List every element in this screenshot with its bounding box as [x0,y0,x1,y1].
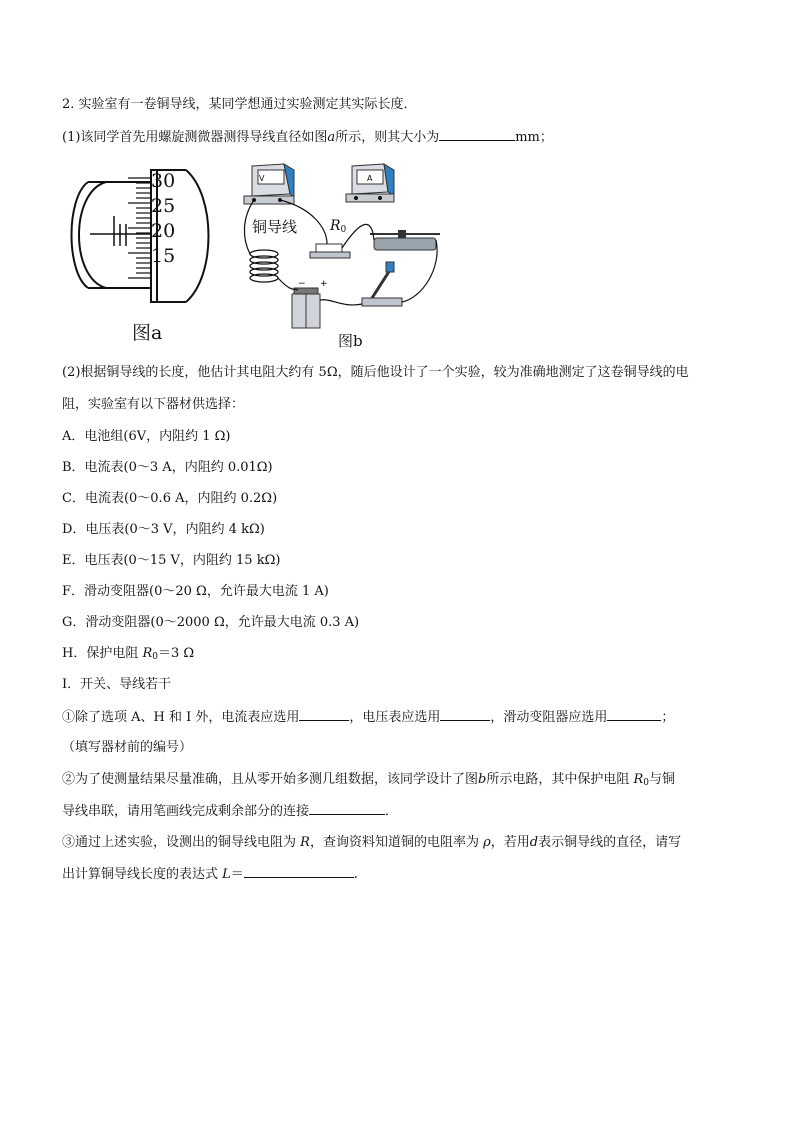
part1-pre: (1)该同学首先用螺旋测微器测得导线直径如图 [62,130,328,145]
option-a: A．电池组(6V，内阻约 1 Ω) [62,429,231,444]
part2-line1: (2)根据铜导线的长度，他估计其电阻大约有 5Ω，随后他设计了一个实验，较为准确地测定了这卷铜导线的电 [62,365,689,380]
voltmeter-label: V [259,174,265,183]
part2-line2: 阻，实验室有以下器材供选择： [62,397,245,412]
switch-icon [362,262,402,306]
part1-line [62,128,553,147]
answer-blank-rheostat[interactable] [607,708,661,721]
battery-icon [292,288,320,328]
figure-a [66,168,216,344]
answer-blank-connection[interactable] [309,802,385,815]
answer-blank-expression[interactable] [244,865,354,878]
ammeter-icon [346,164,394,202]
sub2-line1: ②为了使测量结果尽量准确，且从零开始多测几组数据，该同学设计了图b所示电路，其中保护电阻 $R_0$与铜 [62,772,676,788]
answer-blank-voltmeter[interactable] [440,708,490,721]
option-g: G．滑动变阻器(0～2000 Ω，允许最大电流 0.3 A) [62,615,360,630]
answer-blank-ammeter[interactable] [299,708,349,721]
wire-label: 铜导线 [252,218,298,236]
scale-20: 20 [151,220,176,242]
figure-b-caption: 图b [338,332,363,350]
scale-15: 15 [151,245,176,267]
circuit-diagram [232,158,452,353]
figure-b [232,158,452,353]
option-f: F．滑动变阻器(0～20 Ω，允许最大电流 1 A) [62,584,329,599]
coil-icon [250,250,278,282]
option-h: H．保护电阻 $R_0=3$ Ω [62,646,195,662]
question-intro [62,96,417,114]
option-c: C．电流表(0～0.6 A，内阻约 0.2Ω) [62,491,278,506]
sub1-note: （填写器材前的编号） [62,740,193,755]
option-i: I．开关、导线若干 [62,677,172,692]
sub3-line2: 出计算铜导线长度的表达式 L＝ . [62,867,358,882]
ammeter-label: A [367,174,373,183]
sub1-line: ①除了选项 A、H 和 I 外，电流表应选用 ，电压表应选用 ，滑动变阻器应选用 ； [62,710,675,725]
rheostat-icon [370,230,440,250]
part1-mid: 所示，则其大小为 [335,130,440,145]
part1-fig-ref: a [327,130,336,145]
scale-30: 30 [151,170,176,192]
option-d: D．电压表(0～3 V，内阻约 4 kΩ) [62,522,265,537]
sub2-line2: 导线串联，请用笔画线完成剩余部分的连接 ． [62,804,399,819]
svg-text:−: − [298,279,306,289]
answer-blank-diameter[interactable] [439,128,515,141]
figure-a-caption: 图a [132,322,163,344]
voltmeter-icon [244,164,294,204]
intro-text: 实验室有一卷铜导线，某同学想通过实验测定其实际长度． [78,97,417,112]
question-number: 2. [62,97,75,112]
scale-25: 25 [151,195,176,217]
svg-text:+: + [320,279,328,289]
part1-unit: mm； [515,130,553,145]
r0-label: $R_0$ [330,218,347,235]
option-b: B．电流表(0～3 A，内阻约 0.01Ω) [62,460,273,475]
option-e: E．电压表(0～15 V，内阻约 15 kΩ) [62,553,281,568]
sub3-line1: ③通过上述实验，设测出的铜导线电阻为 R，查询资料知道铜的电阻率为 ρ，若用d表示铜导线的直径，请写 [62,835,682,850]
